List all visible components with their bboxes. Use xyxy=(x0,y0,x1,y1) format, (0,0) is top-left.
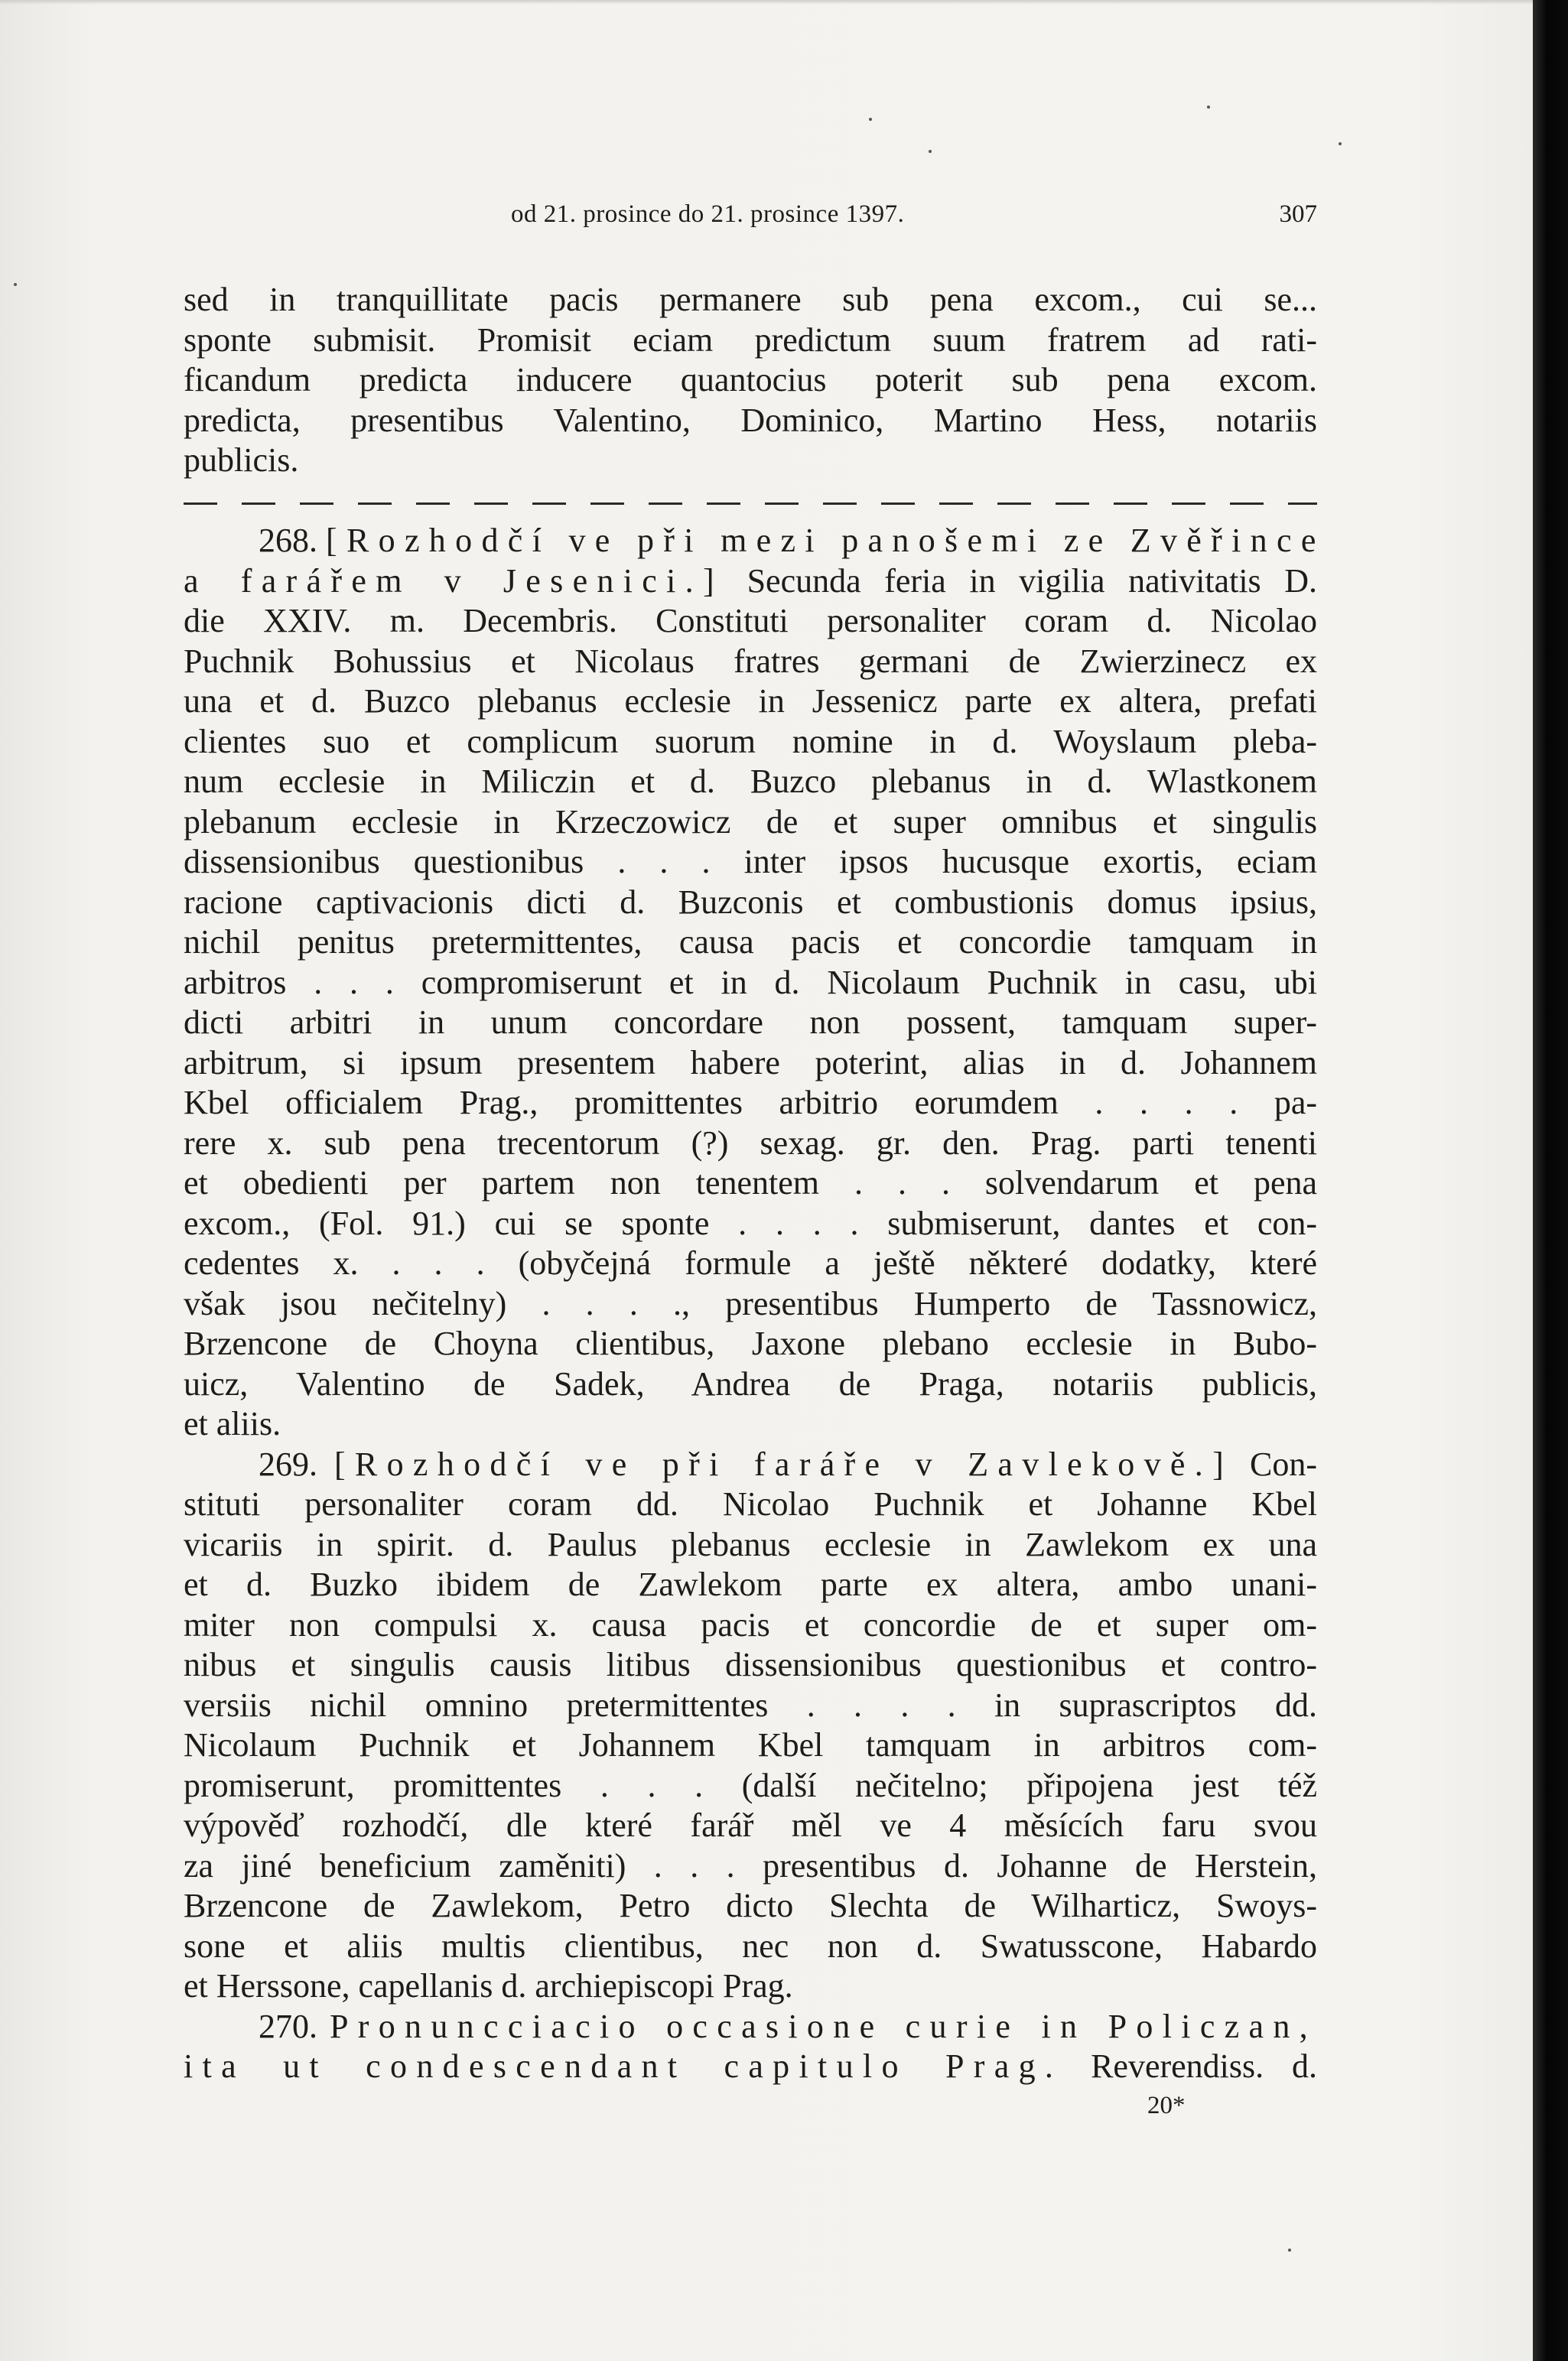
text-line: arbitrum, si ipsum presentem habere poterint, alias in d. Johannem xyxy=(184,1043,1317,1081)
speck xyxy=(14,283,17,286)
text-line: za jiné beneficium zaměniti) . . . presentibus d. Johanne de Herstein, xyxy=(184,1846,1317,1885)
text-line: et d. Buzko ibidem de Zawlekom parte ex altera, ambo unani- xyxy=(184,1566,1317,1603)
entry-title: [Rozhodčí ve při mezi panošemi ze Zvěřince xyxy=(326,522,1326,559)
running-header xyxy=(184,197,1317,231)
text-line: stituti personaliter coram dd. Nicolao Puchnik et Johanne Kbel xyxy=(184,1485,1317,1523)
section-divider xyxy=(184,481,1317,522)
text-line: sone et aliis multis clientibus, nec non d. Swatusscone, Habardo xyxy=(184,1927,1317,1965)
text-line: Kbel officialem Prag., promittentes arbitrio eorumdem . . . . pa- xyxy=(184,1084,1317,1121)
text-line: et aliis. xyxy=(184,1405,281,1442)
running-title: od 21. prosince do 21. prosince 1397. xyxy=(511,200,905,228)
signature-mark: 20* xyxy=(1147,2092,1186,2119)
text-line: miter non compulsi x. causa pacis et concordie de et super om- xyxy=(184,1605,1317,1644)
entry-title: ita ut condescendant capitulo Prag. xyxy=(184,2047,1063,2085)
text-line: nichil penitus pretermittentes, causa pacis et concordie tamquam in xyxy=(184,923,1317,961)
speck xyxy=(1207,106,1210,109)
entry-title: a farářem v Jesenici.] xyxy=(184,561,724,600)
text-line: výpověď rozhodčí, dle které farář měl ve 4 měsících faru svou xyxy=(184,1807,1317,1844)
text-line: ficandum predicta inducere quantocius poterit sub pena excom. xyxy=(184,361,1317,398)
text-line: plebanum ecclesie in Krzeczowicz de et super omnibus et singulis xyxy=(184,802,1317,841)
entry-269-heading xyxy=(184,1445,1317,1485)
entry-title: Pronuncciacio occasione curie in Policzan, xyxy=(329,2007,1318,2045)
text-line: dicti arbitri in unum concordare non possent, tamquam super- xyxy=(184,1003,1317,1041)
text-line: promiserunt, promittentes . . . (další nečitelno; připojena jest též xyxy=(184,1766,1317,1804)
text-line: et obedienti per partem non tenentem . . . solvendarum et pena xyxy=(184,1164,1317,1202)
text-line: Puchnik Bohussius et Nicolaus fratres germani de Zwierzinecz ex xyxy=(184,642,1317,680)
text-line: clientes suo et complicum suorum nomine in d. Woyslaum pleba- xyxy=(184,722,1317,760)
speck xyxy=(1339,142,1342,145)
speck xyxy=(1288,2249,1291,2252)
text-line: arbitros . . . compromiserunt et in d. Nicolaum Puchnik in casu, ubi xyxy=(184,963,1317,1001)
text-line: nibus et singulis causis litibus dissensionibus questionibus et contro- xyxy=(184,1646,1317,1683)
entry-number: 268. xyxy=(259,522,317,559)
entry-268-heading xyxy=(184,521,1326,561)
entry-270-heading-cont xyxy=(184,2047,1317,2087)
text-line: racione captivacionis dicti d. Buzconis et combustionis domus ipsius, xyxy=(184,883,1317,921)
text-line: Con- xyxy=(1250,1445,1318,1483)
text-line: num ecclesie in Miliczin et d. Buzco plebanus in d. Wlastkonem xyxy=(184,763,1317,800)
text-line: Secunda feria in vigilia nativitatis D. xyxy=(747,561,1318,600)
entry-268-heading-cont xyxy=(184,561,1317,602)
text-line: cedentes x. . . . (obyčejná formule a ještě některé dodatky, které xyxy=(184,1244,1317,1282)
entry-number: 270. xyxy=(259,2007,317,2045)
text-line: uicz, Valentino de Sadek, Andrea de Praga, notariis publicis, xyxy=(184,1364,1317,1403)
page-number: 307 xyxy=(1279,200,1317,228)
text-line: Brzencone de Zawlekom, Petro dicto Slechta de Wilharticz, Swoys- xyxy=(184,1887,1317,1924)
text-line: sed in tranquillitate pacis permanere sub pena excom., cui se... xyxy=(184,281,1317,318)
text-line: predicta, presentibus Valentino, Dominico, Martino Hess, notariis xyxy=(184,401,1317,439)
text-line: publicis. xyxy=(184,441,299,479)
text-line: vicariis in spirit. d. Paulus plebanus ecclesie in Zawlekom ex una xyxy=(184,1525,1317,1563)
speck xyxy=(929,150,932,153)
text-line: Brzencone de Choyna clientibus, Jaxone plebano ecclesie in Bubo- xyxy=(184,1325,1317,1362)
entry-number: 269. xyxy=(259,1445,317,1483)
entry-title: [Rozhodčí ve při faráře v Zavlekově.] xyxy=(333,1445,1234,1483)
text-line: však jsou nečitelny) . . . ., presentibus Humperto de Tassnowicz, xyxy=(184,1284,1317,1322)
text-line: rere x. sub pena trecentorum (?) sexag. gr. den. Prag. parti tenenti xyxy=(184,1124,1317,1162)
scan-border xyxy=(1533,0,1568,2361)
entry-270-heading xyxy=(184,2007,1317,2047)
text-line: una et d. Buzco plebanus ecclesie in Jessenicz parte ex altera, prefati xyxy=(184,682,1317,720)
body-text xyxy=(184,280,1326,2087)
text-line: die XXIV. m. Decembris. Constituti personaliter coram d. Nicolao xyxy=(184,602,1317,639)
text-line: versiis nichil omnino pretermittentes . . . . in suprascriptos dd. xyxy=(184,1686,1317,1724)
text-line: dissensionibus questionibus . . . inter ipsos hucusque exortis, eciam xyxy=(184,843,1317,880)
text-line: Nicolaum Puchnik et Johannem Kbel tamquam in arbitros com- xyxy=(184,1726,1317,1764)
text-line: Reverendiss. d. xyxy=(1091,2047,1317,2085)
speck xyxy=(869,118,872,121)
text-line: et Herssone, capellanis d. archiepiscopi Prag. xyxy=(184,1967,793,2005)
text-line: excom., (Fol. 91.) cui se sponte . . . . submiserunt, dantes et con- xyxy=(184,1204,1317,1242)
text-line: sponte submisit. Promisit eciam predictum suum fratrem ad rati- xyxy=(184,320,1317,359)
page-top-edge xyxy=(0,0,1568,5)
